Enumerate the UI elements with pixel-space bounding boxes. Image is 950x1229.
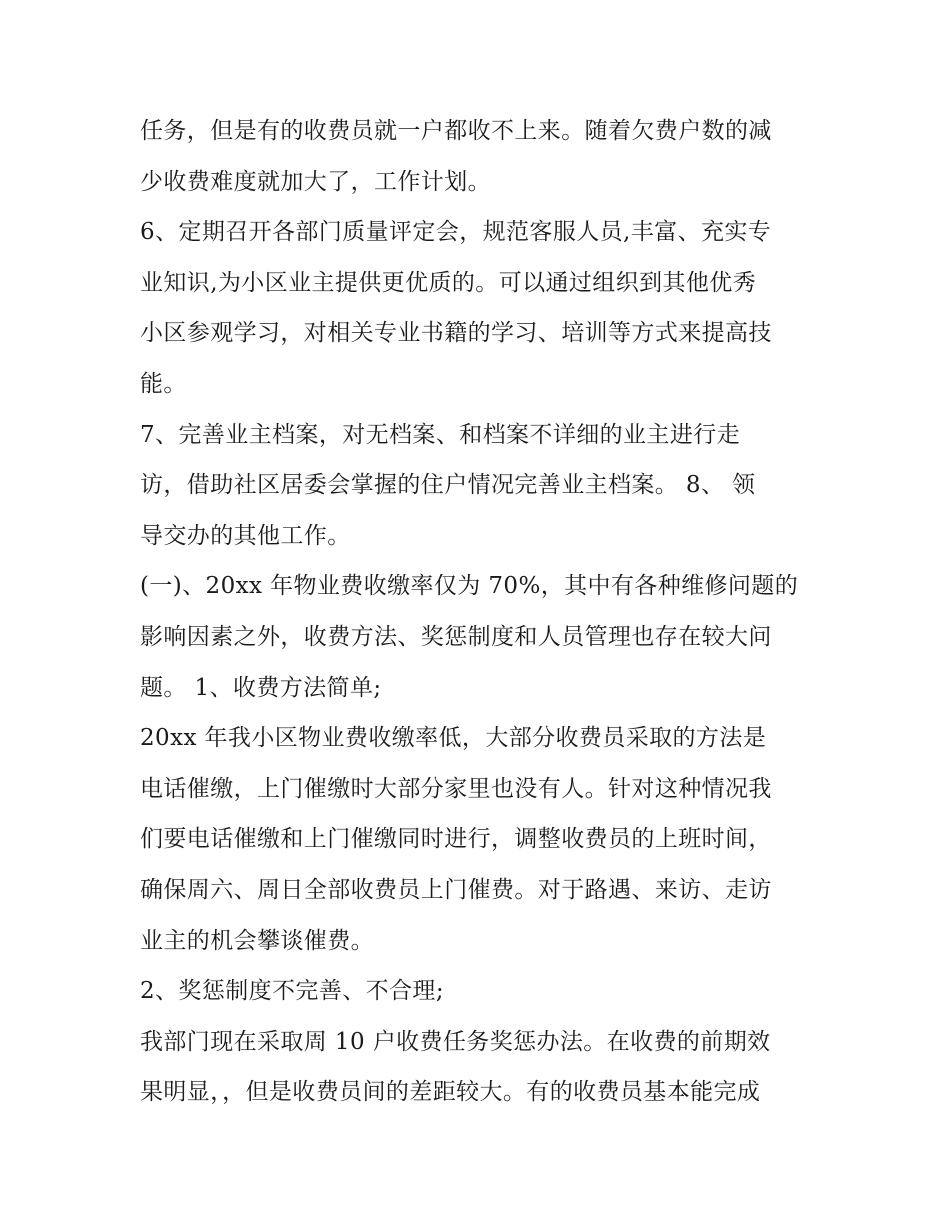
text-line: 业主的机会攀谈催费。 bbox=[140, 927, 374, 954]
text-line: 影响因素之外，收费方法、奖惩制度和人员管理也存在较大问 bbox=[140, 623, 772, 650]
text-line: 7、完善业主档案，对无档案、和档案不详细的业主进行走 bbox=[140, 421, 741, 448]
text-line: 业知识,为小区业主提供更优质的。可以通过组织到其他优秀 bbox=[140, 269, 757, 296]
text-line: 题。 1、收费方法简单; bbox=[140, 674, 382, 701]
text-line: 20xx 年我小区物业费收缴率低，大部分收费员采取的方法是 bbox=[140, 725, 767, 752]
text-line: 小区参观学习，对相关专业书籍的学习、培训等方式来提高技 bbox=[140, 320, 772, 347]
text-line: 电话催缴，上门催缴时大部分家里也没有人。针对这种情况我 bbox=[140, 775, 772, 802]
text-line: 果明显，，但是收费员间的差距较大。有的收费员基本能完成 bbox=[140, 1079, 761, 1106]
text-line: 导交办的其他工作。 bbox=[140, 522, 351, 549]
text-line: 任务，但是有的收费员就一户都收不上来。随着欠费户数的减 bbox=[140, 118, 772, 144]
text-line: 6、定期召开各部门质量评定会，规范客服人员,丰富、充实专 bbox=[140, 219, 772, 246]
document-body bbox=[140, 106, 820, 1118]
text-line: 确保周六、周日全部收费员上门催费。对于路遇、来访、走访 bbox=[140, 876, 772, 903]
text-line: 们要电话催缴和上门催缴同时进行，调整收费员的上班时间， bbox=[140, 826, 772, 853]
text-line: 我部门现在采取周 10 户收费任务奖惩办法。在收费的前期效 bbox=[140, 1028, 771, 1055]
text-line: 能。 bbox=[140, 370, 187, 397]
text-line: 访，借助社区居委会掌握的住户情况完善业主档案。 8、 领 bbox=[140, 472, 756, 499]
text-line: 少收费难度就加大了，工作计划。 bbox=[140, 168, 491, 195]
text-line: 2、奖惩制度不完善、不合理; bbox=[140, 978, 444, 1005]
text-line: (一)、20xx 年物业费收缴率仅为 70%，其中有各种维修问题的 bbox=[140, 573, 799, 600]
